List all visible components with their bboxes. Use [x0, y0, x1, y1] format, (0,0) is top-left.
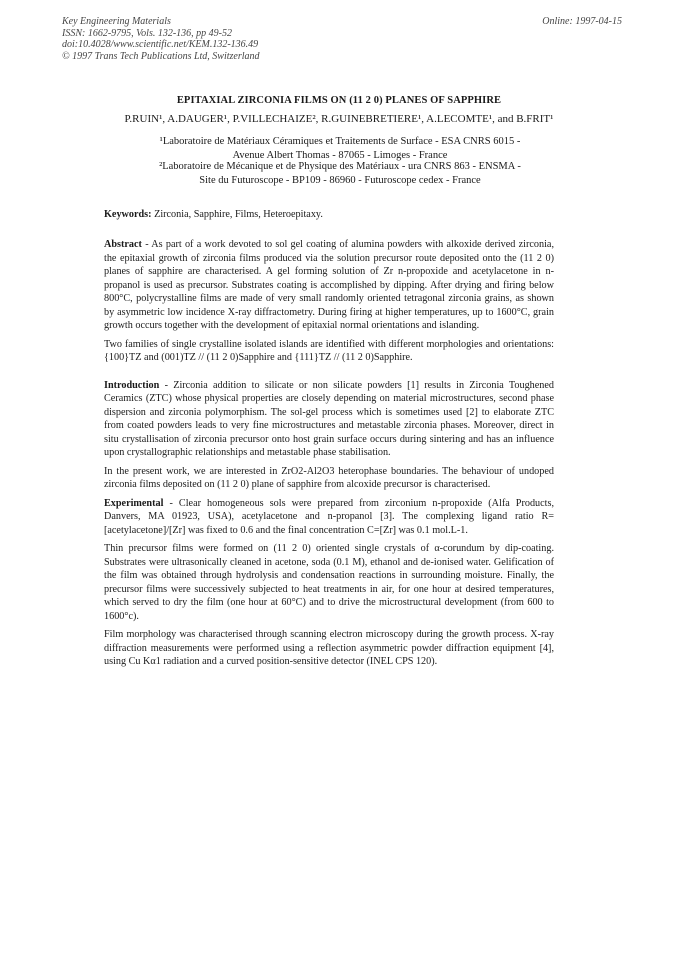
author-list: P.RUIN¹, A.DAUGER¹, P.VILLECHAIZE², R.GUINEBRETIERE¹, A.LECOMTE¹, and B.FRIT¹	[124, 113, 554, 125]
abstract-paragraph-2: Two families of single crystalline isolated islands are identified with different morphologies and orientations: {100}TZ and (001)TZ // (11 2 0)Sapphire and {111}TZ // (11 2 0)Sapphire.	[104, 338, 554, 363]
affiliation-1-line-2: Avenue Albert Thomas - 87065 - Limoges - France	[232, 149, 448, 161]
experimental-paragraph-3: Film morphology was characterised through scanning electron microscopy during the growth process. X-ray diffraction measurements were performed using a reflection asymmetric powder diffraction equipment [4], using Cu Kα1 radiation and a curved position-sensitive detector (INEL CPS 120).	[104, 629, 554, 667]
affiliation-2-line-2: Site du Futuroscope - BP109 - 86960 - Futuroscope cedex - France	[199, 174, 481, 186]
issn-line: ISSN: 1662-9795, Vols. 132-136, pp 49-52	[62, 27, 232, 39]
experimental-paragraph-1	[104, 497, 554, 538]
experimental-label: Experimental	[104, 497, 164, 509]
paper-title: EPITAXIAL ZIRCONIA FILMS ON (11 2 0) PLANES OF SAPPHIRE	[176, 95, 502, 106]
introduction-text-1: - Zirconia addition to silicate or non silicate powders [1] results in Zirconia Toughened Ceramics (ZTC) whose physical properties are closely depending on material microstructures, second phase dispersion and zirconia polymorphism. The sol-gel process which is sometimes used [2] to elaborate ZTC from coated powders leads to very fine microstructures and metastable zirconia phases. Moreover, direct in situ crystallisation of zirconia precursor onto host grain surface occurs during sintering and has an influence upon crystallographic relationships and metastable phase stabilisation.	[104, 379, 554, 458]
affiliation-2-line-1: ²Laboratoire de Mécanique et de Physique des Matériaux - ura CNRS 863 - ENSMA -	[159, 161, 521, 172]
abstract-label: Abstract	[104, 239, 142, 250]
experimental-paragraph-2: Thin precursor films were formed on (11 2 0) oriented single crystals of α-corundum by dip-coating. Substrates were ultrasonically cleaned in acetone, soda (0.1 M), ethanol and de-ionised water. Gelification of the film was obtained through hydrolysis and condensation reactions in surrounding moisture. Finally, the precursor films were successively subjected to heat treatments in air, for one hour at desired temperatures, which served to dry the film (one hour at 60°C) and to drive the microstructural development (from 600 to 1600°c).	[104, 543, 554, 622]
copyright-line: © 1997 Trans Tech Publications Ltd, Switzerland	[62, 50, 260, 62]
keywords-text: Zirconia, Sapphire, Films, Heteroepitaxy.	[154, 209, 323, 220]
page-header	[62, 16, 622, 62]
doi-line: doi:10.4028/www.scientific.net/KEM.132-136.49	[62, 39, 259, 50]
affiliation-1-line-1: ¹Laboratoire de Matériaux Céramiques et Traitements de Surface - ESA CNRS 6015 -	[159, 136, 521, 147]
abstract-text-1: - As part of a work devoted to sol gel coating of alumina powders with alkoxide derived zirconia, the epitaxial growth of zirconia films produced via the solution precursor route deposited onto the (11 2 0) planes of sapphire are characterised. A gel forming solution of Zr n-propoxide and acetylacetone in n-propanol is used as precursor. Substrates coating is accomplished by dipping. After drying and firing below 800°C, polycrystalline films are made of very small randomly oriented tetragonal zirconia grains, as shown by asymmetric low incidence X-ray diffractometry. During firing at higher temperatures, up to 1600°C, grain growth occurs together with the development of epitaxial normal orientations and islanding.	[104, 239, 554, 331]
keywords	[104, 208, 554, 222]
introduction-label: Introduction	[104, 379, 160, 391]
keywords-label: Keywords:	[104, 209, 152, 220]
affiliation-1	[110, 135, 570, 162]
experimental-text-1: - Clear homogeneous sols were prepared from zirconium n-propoxide (Alfa Products, Danvers, MA 01923, USA), acetylacetone and n-propanol [3]. The complexing ligand ratio R=[acetylacetone]/[Zr] was fixed to 0.6 and the final concentration C=[Zr] was 0.1 mol.L-1.	[104, 497, 554, 536]
introduction-paragraph-2: In the present work, we are interested in ZrO2-Al2O3 heterophase boundaries. The behaviour of undoped zirconia films deposited on (11 2 0) plane of sapphire from alcoxide precursor is characterised.	[104, 465, 554, 490]
paper-body	[104, 238, 554, 674]
affiliation-2	[110, 160, 570, 187]
online-date: Online: 1997-04-15	[542, 16, 622, 27]
journal-name: Key Engineering Materials	[62, 16, 171, 27]
abstract-paragraph-1	[104, 238, 554, 333]
introduction-paragraph-1	[104, 379, 554, 460]
